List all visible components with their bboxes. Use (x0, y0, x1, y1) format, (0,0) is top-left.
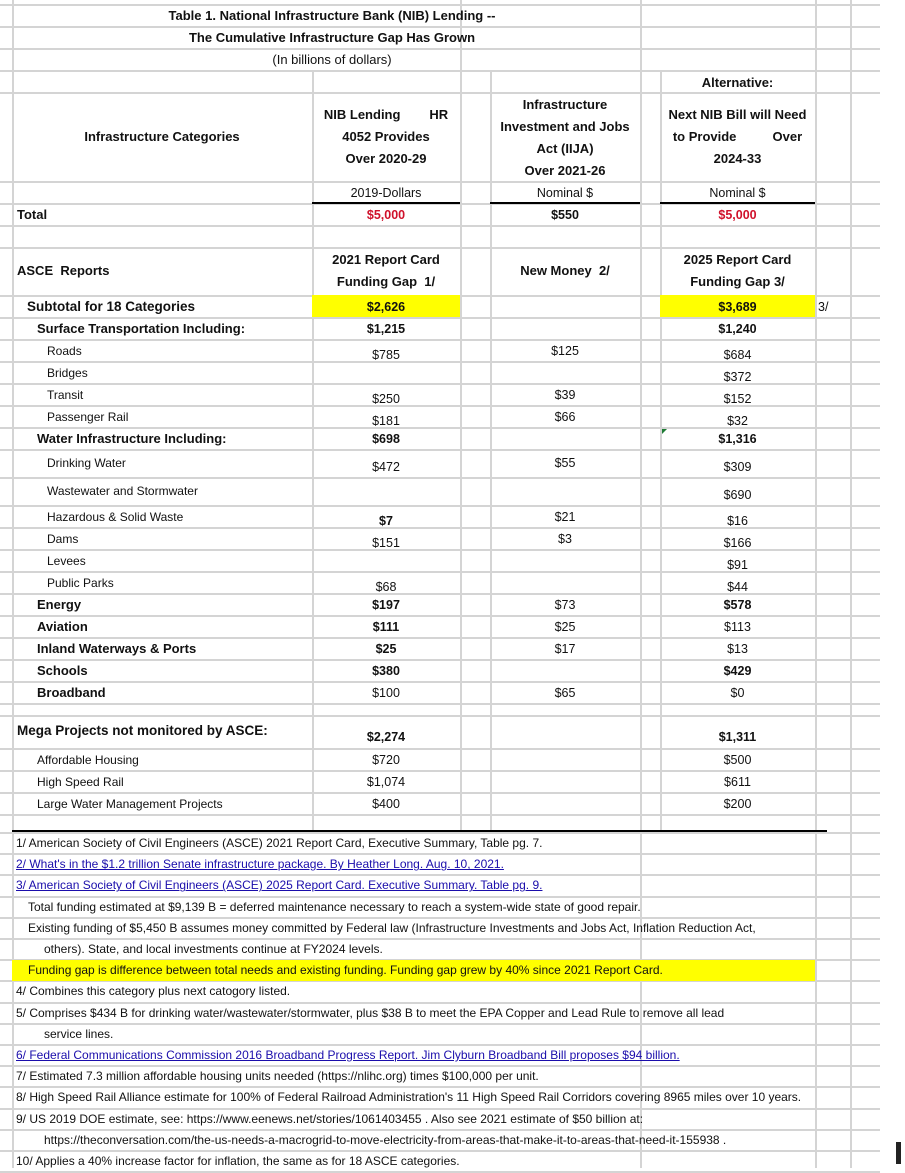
row-value-2021: $2,626 (366, 300, 406, 314)
total-col3: $5,000 (718, 208, 757, 222)
row-value-2021: $100 (372, 686, 400, 700)
cell-comment-indicator (662, 429, 667, 434)
col1-header-line: 4052 Provides (342, 129, 430, 144)
asce-col3-header-line: 2025 Report Card (683, 252, 792, 267)
table-subtitle: (In billions of dollars) (272, 52, 392, 67)
row-value-2025: $578 (723, 598, 752, 612)
row-label: Drinking Water (47, 456, 126, 470)
row-value-2025: $91 (727, 558, 748, 572)
mega-item-2021: $1,074 (366, 775, 406, 789)
row-label: Surface Transportation Including: (37, 321, 246, 336)
mega-projects-label: Mega Projects not monitored by ASCE: (17, 723, 268, 738)
col3-header-line: Next NIB Bill will Need (668, 107, 807, 122)
row-gridline (0, 715, 880, 717)
footnote: Funding gap is difference between total needs and existing funding. Funding gap grew by 40% since 2021 Report Card. (12, 960, 815, 981)
row-value-2021: $472 (372, 460, 400, 474)
col1-header-line: Over 2020-29 (345, 151, 427, 166)
row-label: Dams (47, 532, 79, 546)
footnote: 7/ Estimated 7.3 million affordable housing units needed (https://nlihc.org) times $100,000 per unit. (16, 1069, 539, 1084)
mega-item-label: Affordable Housing (37, 753, 139, 767)
footnote: 9/ US 2019 DOE estimate, see: https://www.eenews.net/stories/1061403455 . Also see 2021 estimate of $50 billion at: (16, 1111, 644, 1126)
row-value-2025: $113 (724, 620, 751, 634)
row-value-new-money: $66 (554, 410, 576, 424)
row-value-2025: $16 (727, 514, 748, 528)
footnote: service lines. (44, 1026, 114, 1041)
row-value-new-money: $125 (551, 344, 579, 358)
column-gridline (640, 0, 642, 1168)
row-footnote-ref: 3/ (818, 300, 829, 314)
row-value-2025: $44 (727, 580, 748, 594)
row-value-new-money: $25 (554, 620, 576, 634)
asce-col2-header: New Money 2/ (520, 263, 610, 278)
table-title-line2: The Cumulative Infrastructure Gap Has Grown (188, 30, 476, 45)
row-value-2025: $152 (723, 392, 752, 406)
col2-header-line: Act (IIJA) (536, 141, 594, 156)
row-value-2021: $68 (375, 580, 397, 594)
categories-header: Infrastructure Categories (84, 129, 240, 144)
column-gridline (460, 0, 462, 832)
row-value-2021: $1,215 (366, 322, 406, 336)
row-value-2021: $25 (375, 642, 397, 656)
row-label: Schools (37, 663, 88, 678)
row-value-2021: $181 (372, 414, 400, 428)
row-value-2025: $166 (723, 536, 752, 550)
row-value-new-money: $17 (554, 642, 576, 656)
row-label: Energy (37, 597, 82, 612)
row-label: Levees (47, 554, 86, 568)
footnote: 1/ American Society of Civil Engineers (ASCE) 2021 Report Card, Executive Summary, Table pg. 7. (16, 836, 543, 850)
mega-col3: $1,311 (718, 730, 757, 744)
mega-item-label: Large Water Management Projects (37, 797, 223, 811)
row-value-2025: $3,689 (718, 300, 757, 314)
asce-col1-header-line: 2021 Report Card (332, 252, 440, 267)
col2-header-line: Infrastructure (522, 97, 608, 112)
row-value-2025: $1,240 (718, 322, 757, 336)
asce-col1-header-line: Funding Gap 1/ (336, 274, 436, 289)
footnote-link[interactable]: 2/ What's in the $1.2 trillion Senate infrastructure package. By Heather Long. Aug. 10, 2021. (16, 857, 504, 872)
col3-header-line: 2024-33 (713, 151, 762, 166)
row-value-2021: $111 (372, 620, 400, 634)
mega-col1: $2,274 (366, 730, 406, 744)
row-value-2021: $380 (372, 664, 400, 678)
column-gridline (815, 0, 817, 1168)
row-label: Public Parks (47, 576, 114, 590)
col3-units: Nominal $ (709, 186, 766, 200)
column-gridline (850, 0, 852, 1168)
mega-item-2025: $611 (724, 775, 751, 789)
col2-header (490, 94, 640, 182)
mega-item-2025: $500 (723, 753, 752, 767)
row-label: Aviation (37, 619, 88, 634)
footnote: 10/ Applies a 40% increase factor for inflation, the same as for 18 ASCE categories. (16, 1154, 460, 1168)
footnote: 4/ Combines this category plus next catogory listed. (16, 984, 291, 999)
row-value-new-money: $65 (554, 686, 576, 700)
row-value-new-money: $73 (554, 598, 576, 612)
row-label: Bridges (47, 366, 88, 380)
row-value-2025: $1,316 (718, 432, 757, 446)
asce-col3-header (660, 249, 815, 293)
row-value-2021: $250 (372, 392, 400, 406)
col1-header (312, 104, 460, 170)
row-value-2025: $429 (723, 664, 752, 678)
asce-col3-header-line: Funding Gap 3/ (690, 274, 785, 289)
row-label: Roads (47, 344, 82, 358)
col1-units: 2019-Dollars (350, 186, 422, 200)
row-value-2021: $151 (372, 536, 400, 550)
row-value-new-money: $39 (554, 388, 576, 402)
row-value-2025: $309 (723, 460, 752, 474)
footnote: others). State, and local investments continue at FY2024 levels. (44, 942, 383, 956)
col2-units: Nominal $ (536, 186, 594, 200)
row-value-2021: $785 (372, 348, 400, 362)
asce-col1-header (312, 249, 460, 293)
footnote-link[interactable]: 6/ Federal Communications Commission 2016 Broadband Progress Report. Jim Clyburn Broadband Bill proposes $94 billion. (16, 1048, 680, 1062)
row-label: Water Infrastructure Including: (37, 431, 227, 446)
mega-item-2025: $200 (723, 797, 752, 811)
row-value-2025: $13 (727, 642, 748, 656)
total-label: Total (17, 207, 48, 222)
row-label: Broadband (37, 685, 106, 700)
row-label: Transit (47, 388, 84, 402)
asce-reports-label: ASCE Reports (17, 263, 110, 278)
total-col2: $550 (551, 208, 579, 222)
footnote-link[interactable]: 3/ American Society of Civil Engineers (ASCE) 2025 Report Card. Executive Summary. Table pg. 9. (16, 878, 543, 893)
footnote: https://theconversation.com/the-us-needs-a-macrogrid-to-move-electricity-from-areas-that-make-it-to-areas-that-need-it-155938 . (44, 1132, 727, 1147)
row-value-2025: $32 (727, 414, 748, 428)
mega-item-label: High Speed Rail (37, 775, 124, 789)
total-col1: $5,000 (366, 208, 406, 222)
footnotes-divider (12, 830, 827, 832)
row-value-2021: $698 (372, 432, 400, 446)
row-value-new-money: $3 (558, 532, 572, 546)
table-title-line1: Table 1. National Infrastructure Bank (NIB) Lending -- (168, 8, 496, 23)
row-value-new-money: $21 (554, 510, 576, 524)
row-value-2025: $0 (730, 686, 745, 700)
col2-header-line: Over 2021-26 (524, 163, 606, 178)
row-label: Subtotal for 18 Categories (27, 299, 196, 314)
scroll-marker (896, 1142, 901, 1164)
row-value-2021: $197 (372, 598, 400, 612)
alternative-label: Alternative: (701, 75, 774, 90)
footnote: Existing funding of $5,450 B assumes money committed by Federal law (Infrastructure Investments and Jobs Act, Inflation Reduction Act, (28, 920, 756, 935)
row-label: Hazardous & Solid Waste (47, 510, 184, 524)
row-value-new-money: $55 (554, 456, 576, 470)
row-value-2025: $690 (723, 488, 752, 502)
col3-header (660, 104, 815, 170)
row-value-2025: $372 (723, 370, 752, 384)
mega-item-2021: $720 (372, 753, 400, 767)
row-value-2021: $7 (379, 514, 393, 528)
col3-header-line: to Provide Over (672, 129, 803, 144)
row-value-2025: $684 (723, 348, 752, 362)
column-gridline (12, 0, 14, 1168)
mega-item-2021: $400 (372, 797, 400, 811)
row-label: Wastewater and Stormwater (47, 484, 198, 498)
footnote: Total funding estimated at $9,139 B = deferred maintenance necessary to reach a system-wide state of good repair. (28, 899, 641, 914)
footnote: 5/ Comprises $434 B for drinking water/wastewater/stormwater, plus $38 B to meet the EPA Copper and Lead Rule to remove all lead (16, 1005, 725, 1020)
row-label: Inland Waterways & Ports (37, 641, 197, 656)
footnote: 8/ High Speed Rail Alliance estimate for 100% of Federal Railroad Administration's 11 High Speed Rail Corridors covering 8965 miles over 10 years. (16, 1090, 802, 1105)
row-label: Passenger Rail (47, 410, 129, 424)
col2-header-line: Investment and Jobs (500, 119, 630, 134)
col1-header-line: NIB Lending HR (323, 107, 449, 122)
